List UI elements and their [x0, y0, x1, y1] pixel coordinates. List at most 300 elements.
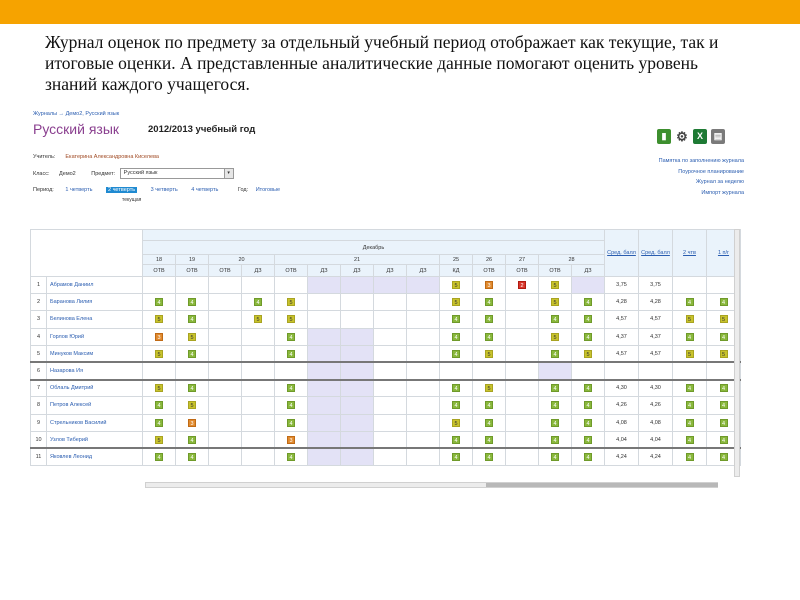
chevron-down-icon[interactable]: ▾ [224, 169, 233, 178]
total-header[interactable]: 1 п/г [707, 230, 741, 277]
grade-cell[interactable] [572, 431, 605, 448]
final-mark[interactable]: 4 [720, 401, 728, 409]
horizontal-scrollbar[interactable] [145, 482, 718, 488]
grade-mark[interactable]: 5 [188, 333, 196, 341]
grade-cell[interactable] [242, 311, 275, 328]
grade-cell[interactable] [374, 345, 407, 362]
vertical-scrollbar[interactable] [734, 229, 740, 477]
grade-mark[interactable]: 4 [584, 436, 592, 444]
grade-cell[interactable] [341, 448, 374, 465]
quarter-grade[interactable] [673, 277, 707, 294]
grade-cell[interactable] [143, 397, 176, 414]
student-name[interactable]: Облаль Дмитрий [47, 380, 143, 397]
slide-description: Журнал оценок по предмету за отдельный учебный период отображает как текущие, так и итоговые оценки. А представленные аналитические данные помогают оценить уровень знаний каждого учащегося. [45, 32, 719, 94]
student-name[interactable]: Абрамов Даниил [47, 277, 143, 294]
grade-cell[interactable] [473, 311, 506, 328]
grade-cell[interactable] [374, 414, 407, 431]
grade-cell[interactable] [440, 345, 473, 362]
grade-cell[interactable] [473, 431, 506, 448]
grade-cell[interactable] [473, 362, 506, 379]
link-week-journal[interactable]: Журнал за неделю [695, 179, 744, 185]
grade-mark[interactable]: 5 [155, 384, 163, 392]
grade-mark[interactable]: 4 [584, 333, 592, 341]
final-mark[interactable]: 4 [686, 401, 694, 409]
grade-mark[interactable]: 5 [188, 401, 196, 409]
grade-cell[interactable] [572, 277, 605, 294]
grade-mark[interactable]: 4 [287, 401, 295, 409]
final-mark[interactable]: 4 [720, 419, 728, 427]
grade-mark[interactable]: 4 [584, 419, 592, 427]
grade-mark[interactable]: 4 [452, 384, 460, 392]
column-type-header: ДЗ [572, 265, 605, 277]
grade-cell[interactable] [440, 431, 473, 448]
grade-mark[interactable]: 5 [452, 298, 460, 306]
grade-cell[interactable] [341, 414, 374, 431]
period-q4[interactable]: 4 четверть [191, 187, 219, 193]
grade-cell[interactable] [275, 414, 308, 431]
grade-mark[interactable]: 4 [452, 333, 460, 341]
period-row [33, 187, 292, 193]
teacher-row [33, 154, 159, 160]
final-mark[interactable]: 4 [686, 419, 694, 427]
grade-cell[interactable] [440, 294, 473, 311]
student-name[interactable]: Узлов Тиберий [47, 431, 143, 448]
grade-mark[interactable]: 4 [188, 315, 196, 323]
grade-cell[interactable] [209, 431, 242, 448]
final-mark[interactable]: 5 [720, 315, 728, 323]
grade-cell[interactable] [374, 380, 407, 397]
final-mark[interactable]: 4 [686, 436, 694, 444]
avg2-header[interactable]: Сред. балл [639, 230, 673, 277]
grade-cell[interactable] [176, 277, 209, 294]
grade-cell[interactable] [143, 277, 176, 294]
grade-cell[interactable] [242, 397, 275, 414]
grade-cell[interactable] [242, 277, 275, 294]
grade-cell[interactable] [374, 311, 407, 328]
grade-mark[interactable]: 4 [485, 315, 493, 323]
grade-cell[interactable] [374, 397, 407, 414]
grade-cell[interactable] [308, 294, 341, 311]
row-number: 7 [31, 380, 47, 397]
grade-cell[interactable] [473, 448, 506, 465]
grade-mark[interactable]: 4 [551, 350, 559, 358]
grade-cell[interactable] [341, 294, 374, 311]
quarter-grade[interactable] [673, 380, 707, 397]
grade-cell[interactable] [407, 397, 440, 414]
grade-cell[interactable] [308, 431, 341, 448]
student-name[interactable]: Петров Алексей [47, 397, 143, 414]
grade-cell[interactable] [440, 277, 473, 294]
grade-cell[interactable] [176, 414, 209, 431]
grade-mark[interactable]: 4 [551, 436, 559, 444]
grade-mark[interactable]: 5 [485, 384, 493, 392]
grade-mark[interactable]: 3 [155, 333, 163, 341]
quarter-grade[interactable] [673, 311, 707, 328]
grade-mark[interactable]: 5 [155, 436, 163, 444]
grade-cell[interactable] [341, 311, 374, 328]
grade-cell[interactable] [407, 294, 440, 311]
grade-cell[interactable] [275, 328, 308, 345]
current-period-note: текущая [122, 197, 142, 203]
grade-mark[interactable]: 4 [551, 401, 559, 409]
student-name[interactable]: Стрельников Василий [47, 414, 143, 431]
grade-cell[interactable] [275, 380, 308, 397]
grade-cell[interactable] [176, 380, 209, 397]
grade-cell[interactable] [209, 414, 242, 431]
grade-mark[interactable]: 4 [452, 436, 460, 444]
grade-cell[interactable] [572, 414, 605, 431]
grade-cell[interactable] [209, 380, 242, 397]
grade-mark[interactable]: 4 [188, 350, 196, 358]
period-q1[interactable]: 1 четверть [65, 187, 93, 193]
grade-cell[interactable] [341, 328, 374, 345]
breadcrumb[interactable]: Журналы → Демо2, Русский язык [33, 111, 120, 117]
grade-mark[interactable]: 4 [584, 298, 592, 306]
final-mark[interactable]: 4 [720, 298, 728, 306]
grade-cell[interactable] [539, 328, 572, 345]
grade-cell[interactable] [407, 328, 440, 345]
period-q2[interactable]: 2 четверть [107, 187, 136, 193]
scroll-thumb[interactable] [486, 483, 718, 487]
grade-mark[interactable]: 4 [287, 419, 295, 427]
grade-cell[interactable] [506, 414, 539, 431]
subject-select[interactable] [120, 168, 234, 179]
grade-cell[interactable] [407, 431, 440, 448]
excel-icon[interactable]: X [693, 129, 707, 144]
grade-mark[interactable]: 5 [584, 350, 592, 358]
grade-mark[interactable]: 4 [452, 350, 460, 358]
grade-cell[interactable] [176, 397, 209, 414]
grade-cell[interactable] [539, 345, 572, 362]
period-year-total[interactable]: Итоговые [255, 187, 281, 193]
grade-cell[interactable] [209, 362, 242, 379]
final-mark[interactable]: 4 [686, 298, 694, 306]
grade-cell[interactable] [539, 448, 572, 465]
grade-mark[interactable]: 4 [485, 453, 493, 461]
grade-mark[interactable]: 5 [452, 281, 460, 289]
grade-cell[interactable] [440, 380, 473, 397]
grade-cell[interactable] [473, 414, 506, 431]
grade-cell[interactable] [572, 328, 605, 345]
grade-mark[interactable]: 4 [287, 333, 295, 341]
grade-cell[interactable] [506, 294, 539, 311]
grade-cell[interactable] [209, 328, 242, 345]
grade-cell[interactable] [374, 431, 407, 448]
grade-cell[interactable] [308, 448, 341, 465]
final-mark[interactable]: 4 [686, 453, 694, 461]
table-row [31, 311, 741, 328]
final-mark[interactable]: 4 [686, 333, 694, 341]
grade-mark[interactable]: 4 [584, 384, 592, 392]
grade-mark[interactable]: 5 [551, 298, 559, 306]
grade-cell[interactable] [176, 294, 209, 311]
grade-cell[interactable] [440, 448, 473, 465]
student-name[interactable]: Баранова Лилия [47, 294, 143, 311]
student-name[interactable]: Белинова Елена [47, 311, 143, 328]
grade-cell[interactable] [506, 448, 539, 465]
quarter-header[interactable]: 2 чтв [673, 230, 707, 277]
grade-cell[interactable] [308, 277, 341, 294]
grade-mark[interactable]: 3 [485, 281, 493, 289]
grade-mark[interactable]: 4 [254, 298, 262, 306]
grade-mark[interactable]: 4 [155, 298, 163, 306]
grade-cell[interactable] [143, 448, 176, 465]
grade-cell[interactable] [572, 397, 605, 414]
grade-cell[interactable] [506, 431, 539, 448]
grade-mark[interactable]: 4 [485, 333, 493, 341]
grade-cell[interactable] [407, 362, 440, 379]
grade-mark[interactable]: 4 [584, 315, 592, 323]
grade-mark[interactable]: 4 [155, 453, 163, 461]
grade-cell[interactable] [440, 311, 473, 328]
grade-mark[interactable]: 4 [485, 401, 493, 409]
grade-cell[interactable] [242, 448, 275, 465]
grade-cell[interactable] [308, 380, 341, 397]
grade-cell[interactable] [374, 294, 407, 311]
grade-mark[interactable]: 4 [155, 401, 163, 409]
grade-cell[interactable] [176, 345, 209, 362]
quarter-grade[interactable] [673, 328, 707, 345]
final-mark[interactable]: 5 [686, 350, 694, 358]
grade-cell[interactable] [242, 345, 275, 362]
grade-mark[interactable]: 4 [287, 350, 295, 358]
grade-mark[interactable]: 4 [584, 401, 592, 409]
final-mark[interactable]: 4 [686, 384, 694, 392]
grade-cell[interactable] [176, 362, 209, 379]
grade-cell[interactable] [143, 380, 176, 397]
grade-cell[interactable] [308, 345, 341, 362]
grade-mark[interactable]: 4 [188, 298, 196, 306]
quarter-grade[interactable] [673, 448, 707, 465]
grade-cell[interactable] [506, 380, 539, 397]
grade-cell[interactable] [242, 294, 275, 311]
grade-cell[interactable] [143, 294, 176, 311]
grade-mark[interactable]: 3 [287, 436, 295, 444]
grade-cell[interactable] [572, 311, 605, 328]
printer-icon[interactable]: ▤ [711, 129, 725, 144]
grade-cell[interactable] [440, 362, 473, 379]
final-mark[interactable]: 4 [720, 436, 728, 444]
avg-header[interactable]: Сред. балл [605, 230, 639, 277]
final-mark[interactable]: 5 [720, 350, 728, 358]
link-memo[interactable]: Памятка по заполнению журнала [658, 158, 744, 164]
quarter-grade[interactable] [673, 431, 707, 448]
weighted-average: 4,26 [639, 397, 673, 414]
grade-cell[interactable] [275, 448, 308, 465]
grade-cell[interactable] [308, 414, 341, 431]
grade-mark[interactable]: 4 [188, 384, 196, 392]
grade-mark[interactable]: 3 [188, 419, 196, 427]
grade-cell[interactable] [572, 294, 605, 311]
grade-cell[interactable] [440, 397, 473, 414]
period-q3[interactable]: 3 четверть [150, 187, 178, 193]
quarter-grade[interactable] [673, 414, 707, 431]
grade-cell[interactable] [143, 328, 176, 345]
grade-cell[interactable] [275, 397, 308, 414]
quarter-grade[interactable] [673, 294, 707, 311]
grade-mark[interactable]: 4 [551, 384, 559, 392]
grade-cell[interactable] [374, 277, 407, 294]
quarter-grade[interactable] [673, 362, 707, 379]
grade-mark[interactable]: 4 [452, 315, 460, 323]
grade-cell[interactable] [539, 362, 572, 379]
grade-cell[interactable] [341, 431, 374, 448]
grade-cell[interactable] [143, 345, 176, 362]
grade-cell[interactable] [209, 294, 242, 311]
grade-mark[interactable]: 4 [584, 453, 592, 461]
grade-mark[interactable]: 4 [551, 315, 559, 323]
grade-cell[interactable] [539, 277, 572, 294]
gear-icon[interactable]: ⚙ [676, 129, 688, 144]
grade-cell[interactable] [407, 311, 440, 328]
grade-cell[interactable] [209, 311, 242, 328]
grade-mark[interactable]: 4 [452, 453, 460, 461]
grade-cell[interactable] [341, 362, 374, 379]
grade-cell[interactable] [209, 345, 242, 362]
grade-cell[interactable] [473, 345, 506, 362]
grade-cell[interactable] [209, 397, 242, 414]
grade-mark[interactable]: 4 [287, 453, 295, 461]
grade-cell[interactable] [275, 311, 308, 328]
grade-cell[interactable] [308, 311, 341, 328]
grade-mark[interactable]: 4 [551, 419, 559, 427]
grade-cell[interactable] [341, 380, 374, 397]
grade-cell[interactable] [440, 414, 473, 431]
grade-cell[interactable] [176, 448, 209, 465]
grade-cell[interactable] [242, 328, 275, 345]
student-name[interactable]: Минуков Максим [47, 345, 143, 362]
grade-mark[interactable]: 4 [485, 298, 493, 306]
final-mark[interactable]: 4 [720, 384, 728, 392]
grade-cell[interactable] [506, 362, 539, 379]
row-number: 9 [31, 414, 47, 431]
grade-mark[interactable]: 4 [188, 453, 196, 461]
grade-mark[interactable]: 4 [155, 419, 163, 427]
grade-mark[interactable]: 5 [254, 315, 262, 323]
grade-mark[interactable]: 5 [155, 350, 163, 358]
grade-cell[interactable] [572, 345, 605, 362]
grade-mark[interactable]: 5 [551, 333, 559, 341]
grade-mark[interactable]: 4 [485, 436, 493, 444]
grade-mark[interactable]: 4 [551, 453, 559, 461]
grade-mark[interactable]: 5 [155, 315, 163, 323]
grade-cell[interactable] [143, 414, 176, 431]
quarter-grade[interactable] [673, 345, 707, 362]
grade-mark[interactable]: 4 [188, 436, 196, 444]
book-icon[interactable]: ▮ [657, 129, 671, 144]
grade-cell[interactable] [242, 380, 275, 397]
day-header: 28 [539, 255, 605, 265]
student-name[interactable]: Назарова Ия [47, 362, 143, 379]
grade-cell[interactable] [572, 362, 605, 379]
grade-cell[interactable] [506, 328, 539, 345]
grade-cell[interactable] [242, 414, 275, 431]
grade-cell[interactable] [242, 362, 275, 379]
grade-cell[interactable] [143, 362, 176, 379]
grade-cell[interactable] [209, 277, 242, 294]
grade-cell[interactable] [308, 362, 341, 379]
grade-cell[interactable] [473, 328, 506, 345]
student-name[interactable]: Горлов Юрий [47, 328, 143, 345]
grade-mark[interactable]: 5 [551, 281, 559, 289]
final-mark[interactable]: 4 [720, 333, 728, 341]
grade-cell[interactable] [374, 362, 407, 379]
grade-mark[interactable]: 4 [287, 384, 295, 392]
grade-cell[interactable] [308, 397, 341, 414]
grade-cell[interactable] [341, 345, 374, 362]
grade-cell[interactable] [539, 414, 572, 431]
student-name[interactable]: Яковлев Леонид [47, 448, 143, 465]
grade-cell[interactable] [242, 431, 275, 448]
grade-cell[interactable] [539, 311, 572, 328]
grade-cell[interactable] [407, 448, 440, 465]
grade-mark[interactable]: 5 [287, 315, 295, 323]
grade-cell[interactable] [473, 380, 506, 397]
final-mark[interactable]: 4 [720, 453, 728, 461]
quarter-grade[interactable] [673, 397, 707, 414]
link-import[interactable]: Импорт журнала [701, 189, 744, 196]
grade-cell[interactable] [407, 277, 440, 294]
grade-cell[interactable] [473, 294, 506, 311]
grade-cell[interactable] [209, 448, 242, 465]
grade-cell[interactable] [506, 277, 539, 294]
grade-cell[interactable] [506, 345, 539, 362]
grade-cell[interactable] [275, 345, 308, 362]
grade-cell[interactable] [176, 431, 209, 448]
grade-cell[interactable] [374, 448, 407, 465]
grade-cell[interactable] [407, 380, 440, 397]
grade-mark[interactable]: 5 [485, 350, 493, 358]
grade-cell[interactable] [407, 345, 440, 362]
grade-cell[interactable] [275, 294, 308, 311]
grade-cell[interactable] [539, 380, 572, 397]
grade-mark[interactable]: 5 [287, 298, 295, 306]
grade-cell[interactable] [539, 294, 572, 311]
average-score: 4,30 [605, 380, 639, 397]
day-header: 25 [440, 255, 473, 265]
help-links [659, 156, 744, 198]
grade-cell[interactable] [506, 311, 539, 328]
grade-mark[interactable]: 4 [452, 401, 460, 409]
grade-mark[interactable]: 4 [485, 419, 493, 427]
grade-cell[interactable] [341, 277, 374, 294]
school-year: 2012/2013 учебный год [148, 124, 256, 135]
final-mark[interactable]: 5 [686, 315, 694, 323]
grade-cell[interactable] [341, 397, 374, 414]
grade-cell[interactable] [539, 431, 572, 448]
grade-cell[interactable] [374, 328, 407, 345]
grade-cell[interactable] [308, 328, 341, 345]
grade-cell[interactable] [176, 311, 209, 328]
grade-cell[interactable] [506, 397, 539, 414]
grade-cell[interactable] [473, 397, 506, 414]
link-lesson-plan[interactable]: Поурочное планирование [678, 168, 744, 175]
grade-cell[interactable] [275, 362, 308, 379]
grade-cell[interactable] [440, 328, 473, 345]
grade-cell[interactable] [539, 397, 572, 414]
grade-mark[interactable]: 2 [518, 281, 526, 289]
grade-cell[interactable] [407, 414, 440, 431]
grade-cell[interactable] [572, 448, 605, 465]
grade-cell[interactable] [572, 380, 605, 397]
grade-cell[interactable] [176, 328, 209, 345]
grade-cell[interactable] [143, 431, 176, 448]
grade-cell[interactable] [275, 277, 308, 294]
grade-cell[interactable] [473, 277, 506, 294]
grade-mark[interactable]: 5 [452, 419, 460, 427]
grade-cell[interactable] [143, 311, 176, 328]
grade-cell[interactable] [275, 431, 308, 448]
